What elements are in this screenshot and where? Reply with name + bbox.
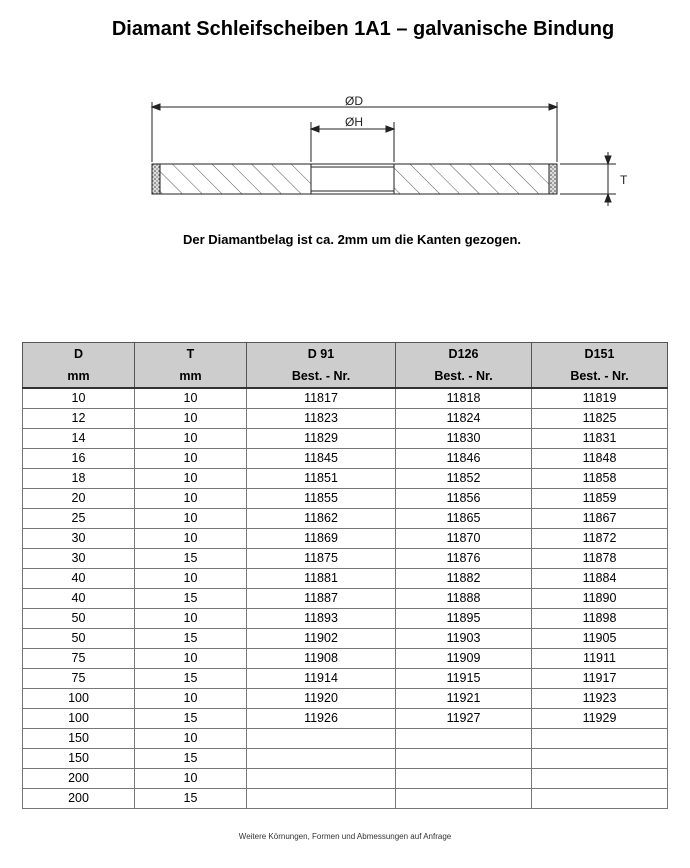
cell-order-d151: 11898	[532, 609, 668, 629]
cell-diameter: 50	[23, 629, 135, 649]
cell-order-d151: 11917	[532, 669, 668, 689]
cell-order-d151	[532, 729, 668, 749]
cell-order-d126: 11876	[396, 549, 532, 569]
cell-order-d126	[396, 749, 532, 769]
cell-thickness: 10	[135, 449, 247, 469]
cell-order-d91: 11887	[247, 589, 396, 609]
cell-order-d151: 11878	[532, 549, 668, 569]
dimension-d	[152, 102, 557, 162]
cell-thickness: 15	[135, 669, 247, 689]
cell-order-d126: 11895	[396, 609, 532, 629]
table-row	[23, 388, 668, 409]
header-label: D 91	[307, 347, 335, 361]
cell-order-d91	[247, 749, 396, 769]
cell-order-d126: 11927	[396, 709, 532, 729]
cell-order-d91: 11855	[247, 489, 396, 509]
cell-thickness: 15	[135, 789, 247, 809]
cell-order-d126: 11852	[396, 469, 532, 489]
cell-thickness: 10	[135, 469, 247, 489]
header-thickness	[135, 343, 247, 389]
table-row	[23, 449, 668, 469]
table-row	[23, 649, 668, 669]
table-row	[23, 529, 668, 549]
cell-order-d151: 11923	[532, 689, 668, 709]
table-header-row	[23, 343, 668, 389]
cell-diameter: 100	[23, 689, 135, 709]
cell-order-d151: 11872	[532, 529, 668, 549]
cell-thickness: 10	[135, 729, 247, 749]
cell-order-d151: 11858	[532, 469, 668, 489]
cell-diameter: 10	[23, 388, 135, 409]
table-row	[23, 629, 668, 649]
cell-thickness: 10	[135, 529, 247, 549]
cell-order-d91	[247, 769, 396, 789]
cell-order-d151: 11848	[532, 449, 668, 469]
table-row	[23, 669, 668, 689]
cell-order-d126: 11888	[396, 589, 532, 609]
table-row	[23, 609, 668, 629]
table-row	[23, 769, 668, 789]
cell-thickness: 10	[135, 609, 247, 629]
cell-order-d151: 11867	[532, 509, 668, 529]
cell-order-d126: 11846	[396, 449, 532, 469]
cell-order-d151: 11929	[532, 709, 668, 729]
grinding-wheel-drawing	[86, 78, 661, 218]
cell-thickness: 15	[135, 749, 247, 769]
cell-thickness: 15	[135, 589, 247, 609]
cell-diameter: 20	[23, 489, 135, 509]
cell-diameter: 18	[23, 469, 135, 489]
cell-order-d126: 11870	[396, 529, 532, 549]
footer-note: Weitere Körnungen, Formen und Abmessungen auf Anfrage	[238, 832, 452, 841]
cell-order-d91: 11881	[247, 569, 396, 589]
cell-order-d126: 11921	[396, 689, 532, 709]
dimension-t-label: T	[620, 173, 628, 187]
cell-thickness: 10	[135, 429, 247, 449]
table-row	[23, 729, 668, 749]
cell-thickness: 10	[135, 409, 247, 429]
cell-diameter: 200	[23, 789, 135, 809]
cell-diameter: 40	[23, 589, 135, 609]
cell-diameter: 75	[23, 649, 135, 669]
header-d151	[532, 343, 668, 389]
cell-diameter: 150	[23, 749, 135, 769]
header-unit: Best. - Nr.	[570, 369, 629, 383]
cell-thickness: 10	[135, 489, 247, 509]
header-diameter	[23, 343, 135, 389]
cell-order-d126: 11818	[396, 388, 532, 409]
cell-order-d91: 11920	[247, 689, 396, 709]
cell-thickness: 10	[135, 689, 247, 709]
cell-order-d91: 11829	[247, 429, 396, 449]
cell-order-d151: 11819	[532, 388, 668, 409]
cell-diameter: 12	[23, 409, 135, 429]
cell-order-d151: 11825	[532, 409, 668, 429]
table-row	[23, 409, 668, 429]
cell-order-d126: 11865	[396, 509, 532, 529]
cell-order-d126	[396, 789, 532, 809]
header-label: D	[73, 347, 84, 361]
cell-order-d151	[532, 749, 668, 769]
cell-diameter: 50	[23, 609, 135, 629]
header-unit: Best. - Nr.	[434, 369, 493, 383]
cell-thickness: 10	[135, 649, 247, 669]
cell-diameter: 40	[23, 569, 135, 589]
cell-order-d91: 11845	[247, 449, 396, 469]
cell-order-d151: 11890	[532, 589, 668, 609]
cell-diameter: 25	[23, 509, 135, 529]
table-row	[23, 469, 668, 489]
cell-diameter: 100	[23, 709, 135, 729]
cell-order-d91: 11817	[247, 388, 396, 409]
header-d91	[247, 343, 396, 389]
cell-order-d126: 11824	[396, 409, 532, 429]
cell-diameter: 150	[23, 729, 135, 749]
cell-order-d91: 11869	[247, 529, 396, 549]
cell-thickness: 15	[135, 629, 247, 649]
cell-order-d91: 11875	[247, 549, 396, 569]
cell-thickness: 15	[135, 549, 247, 569]
cell-order-d126	[396, 729, 532, 749]
cell-order-d91: 11823	[247, 409, 396, 429]
cell-order-d91: 11902	[247, 629, 396, 649]
cell-order-d126: 11882	[396, 569, 532, 589]
cell-order-d91: 11893	[247, 609, 396, 629]
cell-order-d91: 11908	[247, 649, 396, 669]
header-unit: mm	[179, 369, 202, 383]
cell-order-d151	[532, 769, 668, 789]
table-row	[23, 789, 668, 809]
cell-order-d91: 11914	[247, 669, 396, 689]
cell-diameter: 14	[23, 429, 135, 449]
cell-thickness: 10	[135, 569, 247, 589]
cell-order-d91: 11851	[247, 469, 396, 489]
cell-order-d126: 11915	[396, 669, 532, 689]
cell-diameter: 16	[23, 449, 135, 469]
cell-order-d126: 11903	[396, 629, 532, 649]
table-row	[23, 709, 668, 729]
cell-diameter: 30	[23, 529, 135, 549]
table-row	[23, 509, 668, 529]
cell-order-d151: 11884	[532, 569, 668, 589]
wheel-body	[152, 164, 557, 194]
cell-order-d91: 11862	[247, 509, 396, 529]
product-table	[22, 342, 668, 809]
cell-order-d91	[247, 729, 396, 749]
cell-thickness: 15	[135, 709, 247, 729]
cell-order-d91: 11926	[247, 709, 396, 729]
cell-diameter: 200	[23, 769, 135, 789]
cell-order-d151: 11859	[532, 489, 668, 509]
page-title: Diamant Schleifscheiben 1A1 – galvanische Bindung	[111, 18, 615, 40]
table-row	[23, 429, 668, 449]
table-row	[23, 569, 668, 589]
table-row	[23, 589, 668, 609]
header-unit: mm	[67, 369, 90, 383]
table-row	[23, 689, 668, 709]
coating-note: Der Diamantbelag ist ca. 2mm um die Kanten gezogen.	[182, 232, 522, 247]
cell-order-d151	[532, 789, 668, 809]
cell-diameter: 30	[23, 549, 135, 569]
table-body	[23, 388, 668, 809]
table-row	[23, 549, 668, 569]
dimension-d-label: ØD	[345, 94, 363, 108]
header-label: T	[186, 347, 195, 361]
dimension-h-label: ØH	[345, 115, 363, 129]
cell-order-d91	[247, 789, 396, 809]
cell-order-d151: 11911	[532, 649, 668, 669]
table-row	[23, 749, 668, 769]
cell-order-d126: 11830	[396, 429, 532, 449]
cell-order-d151: 11905	[532, 629, 668, 649]
header-label: D126	[448, 347, 479, 361]
header-d126	[396, 343, 532, 389]
table-row	[23, 489, 668, 509]
cell-order-d126: 11909	[396, 649, 532, 669]
cell-thickness: 10	[135, 769, 247, 789]
cell-thickness: 10	[135, 388, 247, 409]
header-label: D151	[584, 347, 615, 361]
header-unit: Best. - Nr.	[291, 369, 351, 383]
cell-order-d126	[396, 769, 532, 789]
dimension-t	[560, 152, 616, 206]
cell-thickness: 10	[135, 509, 247, 529]
cell-order-d151: 11831	[532, 429, 668, 449]
cell-diameter: 75	[23, 669, 135, 689]
cell-order-d126: 11856	[396, 489, 532, 509]
